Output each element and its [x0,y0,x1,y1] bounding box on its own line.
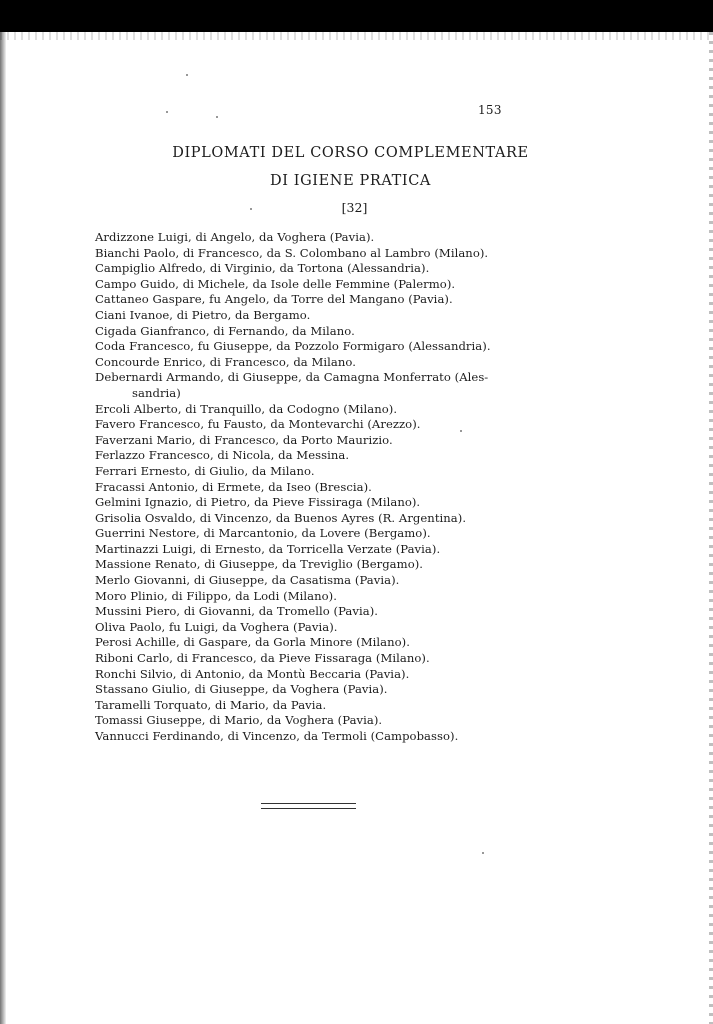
scan-speck [482,852,484,854]
scan-top-band [0,0,713,32]
graduate-entry [95,635,525,651]
scan-right-edge [709,32,713,1024]
graduate-entry-text: Mussini Piero, di Giovanni, da Tromello (Pavia). [95,604,379,619]
graduate-entry [95,495,525,511]
section-divider [261,803,356,809]
graduate-entry-text: Ferrari Ernesto, di Giulio, da Milano. [95,463,315,478]
graduate-entry-text: Coda Francesco, fu Giuseppe, da Pozzolo Formigaro (Alessandria). [95,339,491,354]
graduate-entry-text: Taramelli Torquato, di Mario, da Pavia. [95,697,327,712]
graduate-entry-text: Martinazzi Luigi, di Ernesto, da Torricella Verzate (Pavia). [95,541,441,556]
graduate-entry-text: Perosi Achille, di Gaspare, da Gorla Minore (Milano). [95,635,410,650]
graduate-entry [95,698,525,714]
graduate-entry-text: Massione Renato, di Giuseppe, da Treviglio (Bergamo). [95,557,424,572]
graduate-entry [95,324,525,340]
graduate-entry-text: Ferlazzo Francesco, di Nicola, da Messina. [95,448,350,463]
graduate-entry [95,370,525,401]
graduate-entry [95,682,525,698]
reference-number: [32] [341,200,368,215]
graduate-entry [95,713,525,729]
graduate-entry [95,620,525,636]
graduate-entry [95,573,525,589]
graduate-entry [95,667,525,683]
graduate-entry [95,464,525,480]
graduate-entry [95,230,525,246]
graduate-entry-text: Ronchi Silvio, di Antonio, da Montù Beccaria (Pavia). [95,666,410,681]
graduate-entry [95,402,525,418]
graduate-entry-text: Oliva Paolo, fu Luigi, da Voghera (Pavia). [95,619,338,634]
page-number: 153 [478,103,502,117]
graduate-entry [95,604,525,620]
graduate-entry-text: Vannucci Ferdinando, di Vincenzo, da Termoli (Campobasso). [95,729,459,743]
graduate-entry-text: Merlo Giovanni, di Giuseppe, da Casatisma (Pavia). [95,573,400,588]
scan-speck [250,208,252,210]
graduate-entry-text: Gelmini Ignazio, di Pietro, da Pieve Fissiraga (Milano). [95,495,421,510]
scan-speck [460,430,462,432]
graduate-entry-text: Campo Guido, di Michele, da Isole delle Femmine (Palermo). [95,276,456,291]
graduate-entry [95,292,525,308]
graduate-entry-text: Ciani Ivanoe, di Pietro, da Bergamo. [95,307,311,322]
graduate-entry-text: Debernardi Armando, di Giuseppe, da Camagna Monferrato (Ales- [95,370,489,385]
graduate-entry-text: Faverzani Mario, di Francesco, da Porto Maurizio. [95,432,393,447]
graduate-entry-text: Favero Francesco, fu Fausto, da Montevarchi (Arezzo). [95,417,421,432]
graduates-list [95,230,525,745]
graduate-entry [95,511,525,527]
graduate-entry-text: Moro Plinio, di Filippo, da Lodi (Milano). [95,588,337,603]
scan-speck [186,74,188,76]
graduate-entry [95,480,525,496]
graduate-entry [95,729,525,745]
document-title: DIPLOMATI DEL CORSO COMPLEMENTARE [172,145,529,161]
graduate-entry [95,448,525,464]
document-subtitle: DI IGIENE PRATICA [270,173,431,189]
graduate-entry-text: Campiglio Alfredo, di Virginio, da Tortona (Alessandria). [95,261,430,276]
graduate-entry [95,355,525,371]
graduate-entry-text: Cattaneo Gaspare, fu Angelo, da Torre del Mangano (Pavia). [95,292,453,307]
graduate-entry-text: Guerrini Nestore, di Marcantonio, da Lovere (Bergamo). [95,526,431,541]
graduate-entry-text: Stassano Giulio, di Giuseppe, da Voghera (Pavia). [95,682,388,697]
graduate-entry [95,246,525,262]
graduate-entry-text: Ardizzone Luigi, di Angelo, da Voghera (Pavia). [95,230,375,244]
graduate-entry-continuation: sandria) [132,385,181,400]
scan-speck [216,116,218,118]
graduate-entry [95,557,525,573]
graduate-entry-text: Ercoli Alberto, di Tranquillo, da Codogno (Milano). [95,401,398,416]
graduate-entry-text: Fracassi Antonio, di Ermete, da Iseo (Brescia). [95,479,372,494]
graduate-entry-text: Tomassi Giuseppe, di Mario, da Voghera (Pavia). [95,713,383,728]
scan-speck [166,111,168,113]
graduate-entry [95,651,525,667]
graduate-entry [95,589,525,605]
graduate-entry [95,261,525,277]
graduate-entry-text: Bianchi Paolo, di Francesco, da S. Colombano al Lambro (Milano). [95,245,489,260]
graduate-entry-text: Grisolia Osvaldo, di Vincenzo, da Buenos Ayres (R. Argentina). [95,510,467,525]
graduate-entry [95,542,525,558]
graduate-entry [95,433,525,449]
graduate-entry-text: Riboni Carlo, di Francesco, da Pieve Fissaraga (Milano). [95,651,430,666]
graduate-entry-text: Cigada Gianfranco, di Fernando, da Milano. [95,323,355,338]
graduate-entry [95,526,525,542]
graduate-entry-text: Concourde Enrico, di Francesco, da Milano. [95,354,356,369]
graduate-entry [95,339,525,355]
graduate-entry [95,308,525,324]
graduate-entry [95,277,525,293]
